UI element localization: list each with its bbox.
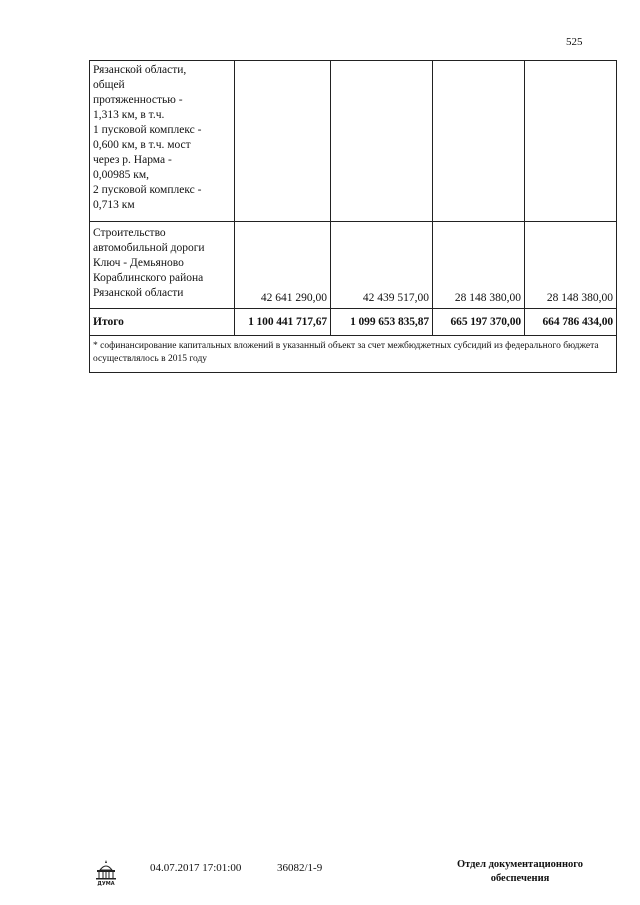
page-number: 525: [566, 36, 583, 48]
value-cell: [235, 61, 331, 222]
value-cell: 28 148 380,00: [525, 222, 617, 309]
total-value: 665 197 370,00: [433, 309, 525, 336]
timestamp: 04.07.2017 17:01:00: [150, 862, 242, 874]
total-row: [90, 309, 617, 336]
table-row: [90, 222, 617, 309]
financing-table: [89, 60, 617, 373]
value-cell: [433, 61, 525, 222]
value-cell: [331, 61, 433, 222]
document-number: 36082/1-9: [277, 862, 323, 874]
object-description: Строительство автомобильной дороги Ключ - Демьяново Кораблинского района Рязанской области: [90, 222, 235, 309]
value-cell: 42 439 517,00: [331, 222, 433, 309]
duma-logo-icon: [92, 858, 120, 886]
object-description: Рязанской области, общей протяженностью - 1,313 км, в т.ч. 1 пусковой комплекс - 0,600 км, в т.ч. мост через р. Нарма - 0,00985 км, 2 пусковой комплекс - 0,713 км: [90, 61, 235, 222]
total-value: 1 099 653 835,87: [331, 309, 433, 336]
value-cell: 28 148 380,00: [433, 222, 525, 309]
footnote: * софинансирование капитальных вложений в указанный объект за счет межбюджетных субсидий из федерального бюджета осуществлялось в 2015 году: [90, 336, 617, 373]
value-cell: 42 641 290,00: [235, 222, 331, 309]
footnote-row: [90, 336, 617, 373]
total-value: 1 100 441 717,67: [235, 309, 331, 336]
logo-text: ДУМА: [97, 881, 115, 886]
table-row: [90, 61, 617, 222]
department-stamp: [440, 858, 600, 886]
value-cell: [525, 61, 617, 222]
department-line: обеспечения: [490, 873, 550, 884]
total-value: 664 786 434,00: [525, 309, 617, 336]
total-label: Итого: [90, 309, 235, 336]
department-line: Отдел документационного: [456, 859, 584, 870]
